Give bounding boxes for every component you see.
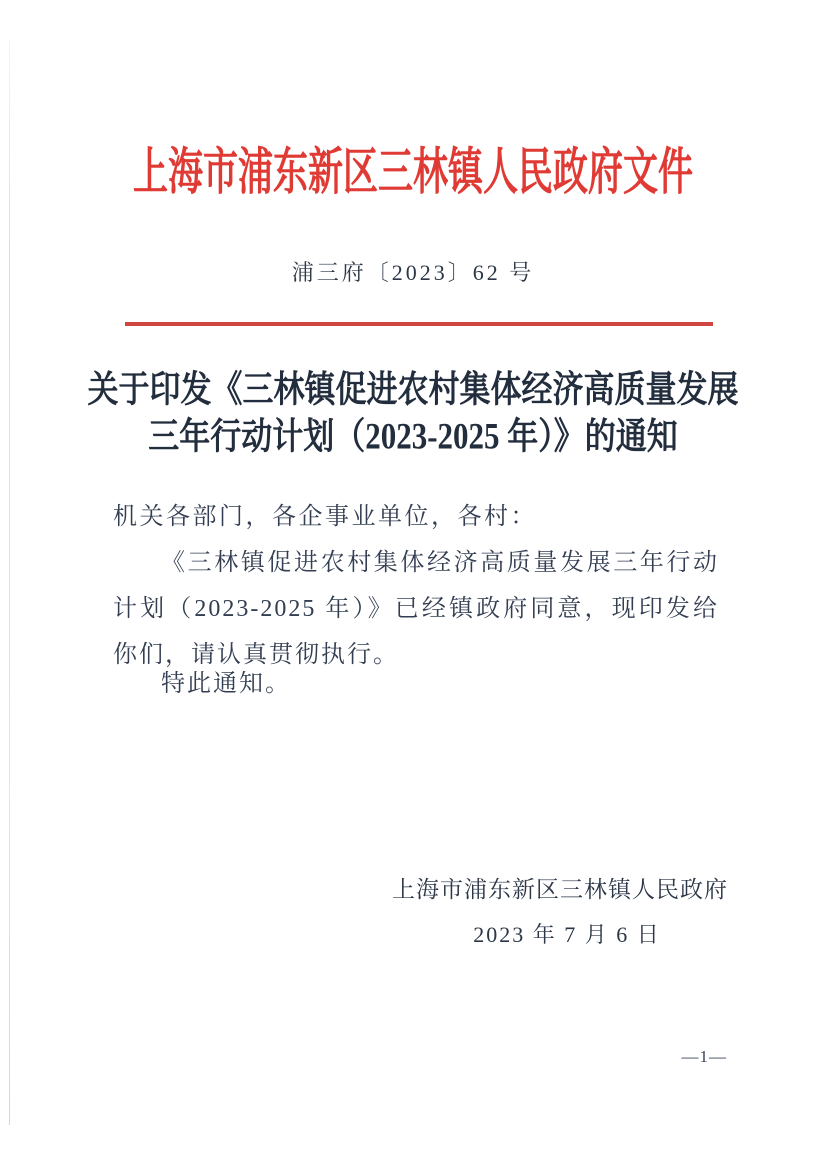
- document-number: 浦三府〔2023〕62 号: [291, 260, 535, 285]
- signature-issuer: 上海市浦东新区三林镇人民政府: [392, 877, 728, 902]
- page-number: —1—: [681, 1047, 727, 1066]
- body-paragraph: 《三林镇促进农村集体经济高质量发展三年行动计划（2023-2025 年）》已经镇政府同意，现印发给你们，请认真贯彻执行。: [113, 550, 719, 668]
- body-salutation: 机关各部门，各企事业单位，各村：: [113, 504, 537, 530]
- masthead-title: 上海市浦东新区三林镇人民政府文件: [132, 144, 693, 201]
- body-closing: 特此通知。: [161, 671, 291, 697]
- red-separator-line: [125, 322, 713, 326]
- subject-title-line2: 三年行动计划（2023-2025 年）》的通知: [148, 415, 678, 457]
- subject-title: [0, 366, 826, 460]
- subject-title-line1: 关于印发《三林镇促进农村集体经济高质量发展: [87, 368, 739, 410]
- signature-date: 2023 年 7 月 6 日: [473, 921, 661, 947]
- scan-edge-artifact: [9, 40, 10, 1125]
- signature-block: [392, 876, 728, 948]
